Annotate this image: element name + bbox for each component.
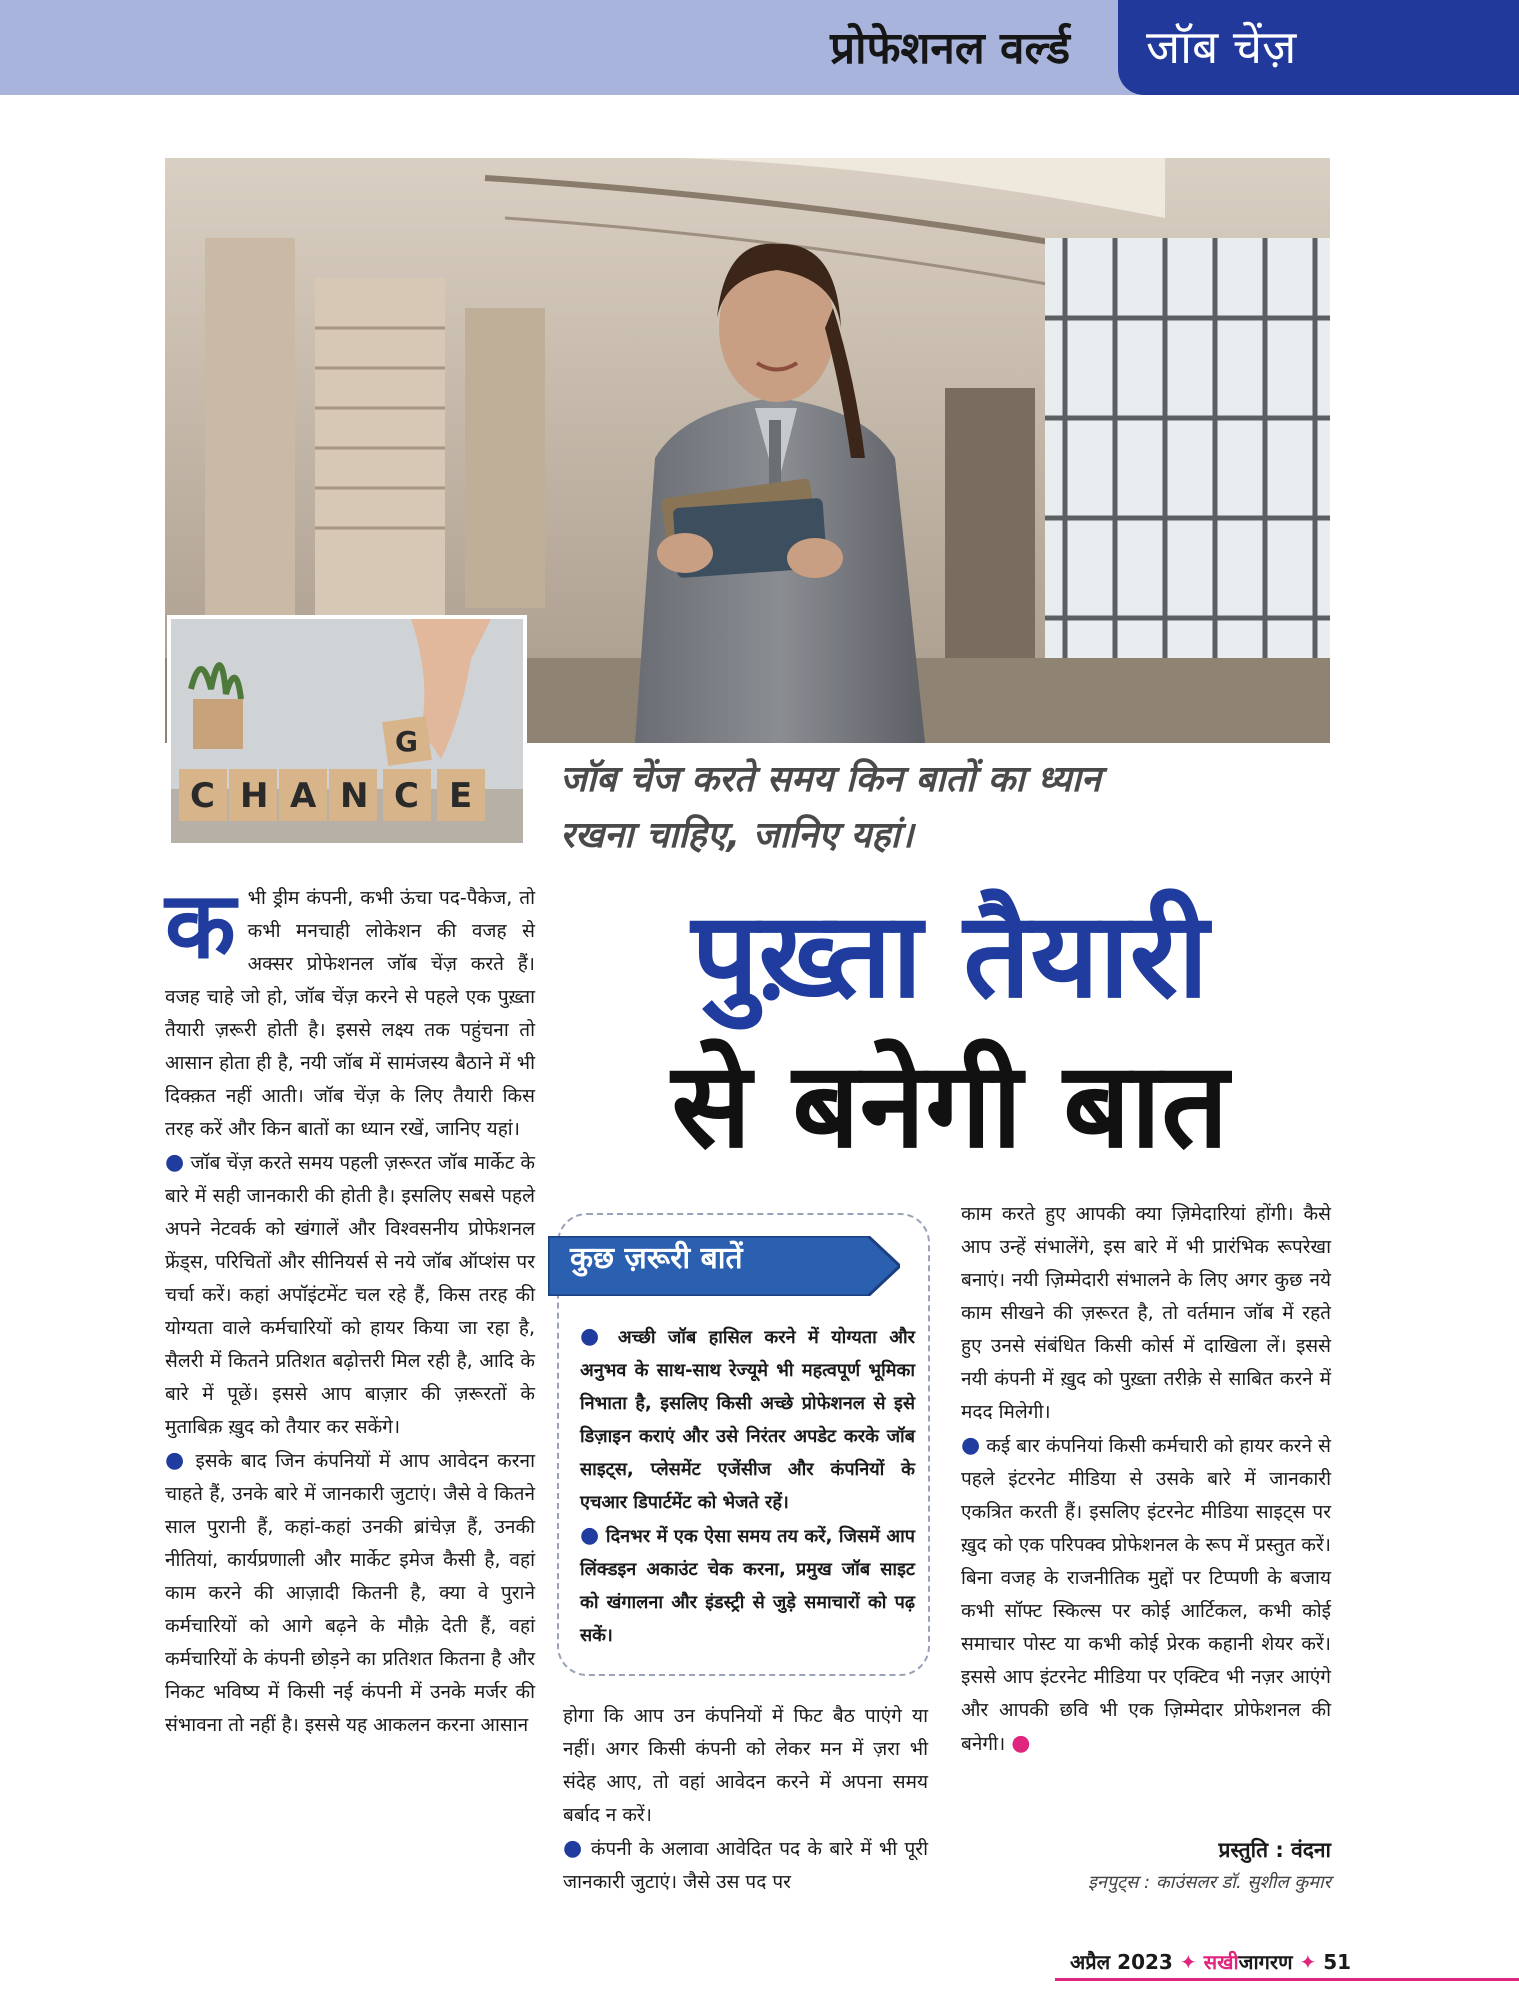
- subheadline: [560, 752, 1260, 864]
- subheadline-line-1: जॉब चेंज करते समय किन बातों का ध्यान: [560, 759, 1101, 800]
- tips-box-title: कुछ ज़रूरी बातें: [570, 1241, 743, 1276]
- body-column-3: [961, 1198, 1331, 1761]
- star-icon: ✦: [1299, 1950, 1317, 1974]
- body-column-2: [563, 1700, 928, 1899]
- subheadline-line-2: रखना चाहिए, जानिए यहां।: [560, 815, 914, 856]
- intro-paragraph: [165, 872, 535, 1146]
- block-g: G: [395, 725, 418, 758]
- byline: प्रस्तुति : वंदना: [1218, 1838, 1331, 1862]
- body-column-1: [165, 872, 535, 1742]
- paragraph-position: [563, 1832, 928, 1899]
- section-tab: जॉब चेंज़: [1118, 0, 1519, 95]
- brand-jagran: जागरण: [1238, 1950, 1293, 1974]
- paragraph-company-research: [165, 1444, 535, 1742]
- internet-media-text: कई बार कंपनियां किसी कर्मचारी को हायर करने से पहले इंटरनेट मीडिया से उसके बारे में जानकारी एकत्रित करती हैं। इसलिए इंटरनेट मीडिया साइट्स पर ख़ुद को एक परिपक्व प्रोफेशनल के रूप में प्रस्तुत करें। बिना वजह के राजनीतिक मुद्दों पर टिप्पणी के बजाय कभी सॉफ्ट स्किल्स पर कोई आर्टिकल, कभी कोई समाचार पोस्ट या कभी कोई प्रेरक कहानी शेयर करें। इससे आप इंटरनेट मीडिया पर एक्टिव भी नज़र आएंगे और आपकी छवि भी एक ज़िम्मेदार प्रोफेशनल की बनेगी।: [961, 1435, 1331, 1755]
- bullet-icon: ●: [961, 1433, 981, 1458]
- block-n: N: [340, 776, 369, 816]
- page-number: 51: [1323, 1950, 1352, 1974]
- block-c2: C: [394, 776, 419, 816]
- brand-sakhi: सखी: [1203, 1950, 1239, 1974]
- drop-cap: क: [165, 872, 236, 979]
- page-footer: [1070, 1942, 1350, 1982]
- position-text: कंपनी के अलावा आवेदित पद के बारे में भी पूरी जानकारी जुटाएं। जैसे उस पद पर: [563, 1838, 928, 1893]
- block-e: E: [449, 776, 473, 816]
- bullet-icon: ●: [580, 1324, 606, 1349]
- issue-date: अप्रैल 2023: [1070, 1950, 1173, 1974]
- headline-line-2: से बनेगी बात: [671, 1036, 1229, 1174]
- bullet-icon: ●: [165, 1448, 187, 1473]
- headline-line-1: पुख़्ता तैयारी: [691, 886, 1209, 1024]
- job-market-text: जॉब चेंज़ करते समय पहली ज़रूरत जॉब मार्केट के बारे में सही जानकारी की होती है। इसलिए सबसे पहले अपने नेटवर्क को खंगालें और विश्वसनीय प्रोफेशनल फ्रेंड्स, परिचितों और सीनियर्स से नये जॉब ऑप्शंस पर चर्चा करें। कहां अपॉइंटमेंट चल रहे हैं, किस तरह की योग्यता वाले कर्मचारियों को हायर किया जा रहा है, सैलरी में कितने प्रतिशत बढ़ोत्तरी मिल रही है, आदि के बारे में पूछें। इससे आप बाज़ार की ज़रूरतों के मुताबिक़ ख़ुद को तैयार कर सकेंगे।: [165, 1152, 535, 1438]
- footer-rule: [1055, 1978, 1519, 1981]
- block-c: C: [190, 776, 215, 816]
- star-icon: ✦: [1179, 1950, 1197, 1974]
- paragraph-job-market: [165, 1146, 535, 1444]
- bullet-icon: ●: [563, 1836, 584, 1861]
- bullet-icon: ●: [165, 1150, 185, 1175]
- paragraph-fit: होगा कि आप उन कंपनियों में फिट बैठ पाएंगे या नहीं। अगर किसी कंपनी को लेकर मन में ज़रा भी संदेह आए, तो वहां आवेदन करने में अपना समय बर्बाद न करें।: [563, 1705, 928, 1826]
- tips-box-body: [580, 1320, 915, 1652]
- change-blocks-photo: [167, 615, 527, 847]
- tip-resume-text: अच्छी जॉब हासिल करने में योग्यता और अनुभव के साथ-साथ रेज्यूमे भी महत्वपूर्ण भूमिका निभाता है, इसलिए किसी अच्छे प्रोफेशनल से इसे डिज़ाइन कराएं और उसे निरंतर अपडेट करके जॉब साइट्स, प्लेसमेंट एजेंसीज और कंपनियों के एचआर डिपार्टमेंट को भेजते रहें।: [580, 1327, 915, 1513]
- block-a: A: [290, 776, 317, 816]
- section-title: प्रोफेशनल वर्ल्ड: [830, 23, 1070, 74]
- company-research-text: इसके बाद जिन कंपनियों में आप आवेदन करना चाहते हैं, उनके बारे में जानकारी जुटाएं। जैसे वे कितने साल पुरानी हैं, कहां-कहां उनकी ब्रांचेज़ हैं, उनकी नीतियां, कार्यप्रणाली और मार्केट इमेज कैसी है, वहां काम करने की आज़ादी कितनी है, क्या वे पुराने कर्मचारियों को आगे बढ़ने के मौक़े देती हैं, वहां कर्मचारियों के कंपनी छोड़ने का प्रतिशत कितना है और निकट भविष्य में किसी नई कंपनी में उनके मर्जर की संभावना तो नहीं है। इससे यह आकलन करना आसान: [165, 1450, 535, 1736]
- block-h: H: [240, 776, 269, 816]
- change-blocks-illustration: [171, 619, 523, 843]
- headline: [570, 880, 1330, 1180]
- bullet-icon: ●: [580, 1523, 600, 1548]
- paragraph-internet-media: [961, 1429, 1331, 1761]
- paragraph-responsibilities: काम करते हुए आपकी क्या ज़िमेदारियां होंगी। कैसे आप उन्हें संभालेंगे, इस बारे में भी प्रारंभिक रूपरेखा बनाएं। नयी ज़िम्मेदारी संभालने के लिए अगर कुछ नये काम सीखने की ज़रूरत है, तो वर्तमान जॉब में रहते हुए उनसे संबंधित किसी कोर्स में दाखिला लें। इससे नयी कंपनी में ख़ुद को पुख़्ता तरीक़े से साबित करने में मदद मिलेगी।: [961, 1203, 1331, 1423]
- end-mark-icon: ●: [1011, 1731, 1031, 1756]
- tip-resume: [580, 1320, 915, 1519]
- tip-daily-time: [580, 1519, 915, 1652]
- intro-text: भी ड्रीम कंपनी, कभी ऊंचा पद-पैकेज, तो कभी मनचाही लोकेशन की वजह से अक्सर प्रोफेशनल जॉब चेंज़ करते हैं। वजह चाहे जो हो, जॉब चेंज़ करने से पहले एक पुख़्ता तैयारी ज़रूरी होती है। इससे लक्ष्य तक पहुंचना तो आसान होता ही है, नयी जॉब में सामंजस्य बैठाने में भी दिक्क़त नहीं आती। जॉब चेंज़ के लिए तैयारी किस तरह करें और किन बातों का ध्यान रखें, जानिए यहां।: [165, 887, 535, 1140]
- tip-daily-time-text: दिनभर में एक ऐसा समय तय करें, जिसमें आप लिंक्डइन अकाउंट चेक करना, प्रमुख जॉब साइट को खंगालना और इंडस्ट्री से जुड़े समाचारों को पढ़ सकें।: [580, 1526, 915, 1646]
- inputs-credit: इनपुट्स : काउंसलर डॉ. सुशील कुमार: [1088, 1872, 1331, 1893]
